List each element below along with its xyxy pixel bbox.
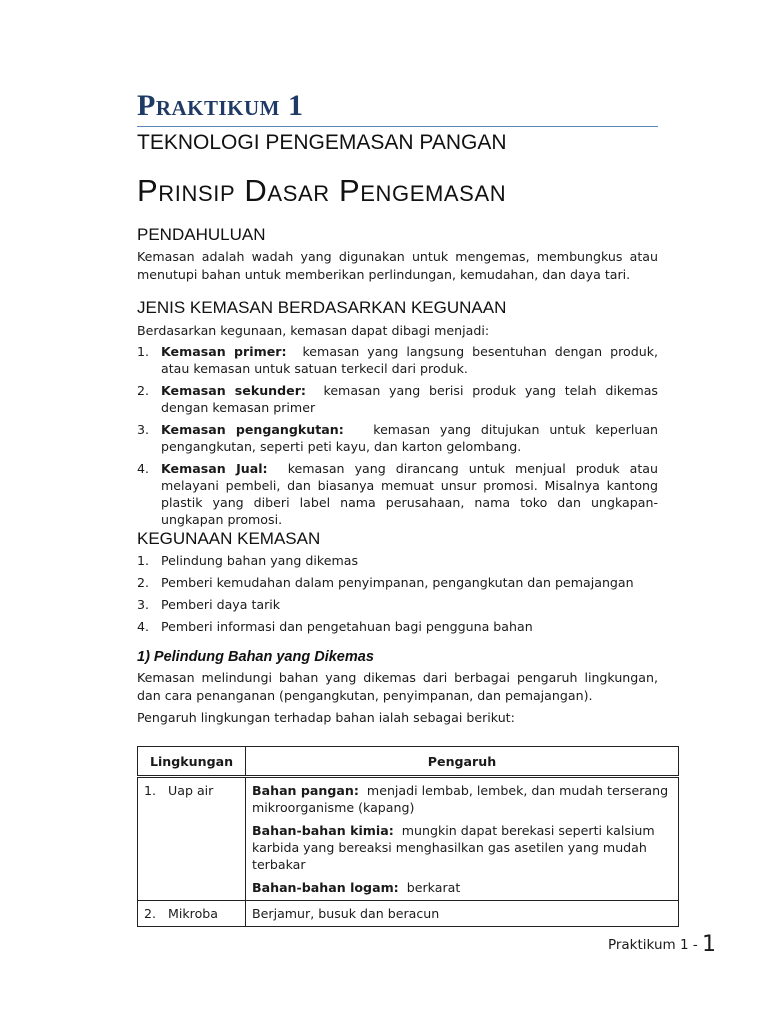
list-text: Pemberi informasi dan pengetahuan bagi pengguna bahan (161, 619, 533, 634)
page-number: 1 (702, 932, 716, 957)
list-number: 2. (137, 383, 150, 398)
list-text: Pemberi kemudahan dalam penyimpanan, pengangkutan dan pemajangan (161, 575, 634, 590)
list-item (137, 552, 658, 569)
list-item (137, 382, 658, 416)
list-term: Kemasan pengangkutan: (161, 422, 344, 437)
cell-lingkungan (138, 901, 246, 927)
pengaruh-text: menjadi lembab, lembek, dan mudah terserang mikroorganisme (kapang) (252, 783, 669, 815)
list-number: 3. (137, 422, 150, 437)
jenis-list (137, 343, 658, 533)
pengaruh-text: berkarat (406, 880, 461, 895)
list-item (137, 574, 658, 591)
list-number: 1. (137, 553, 150, 568)
list-item (137, 618, 658, 635)
list-number: 4. (137, 619, 150, 634)
list-item (137, 421, 658, 455)
list-text: kemasan yang langsung besentuhan dengan produk, atau kemasan untuk satuan terkecil dari produk. (161, 344, 658, 376)
table-row (138, 901, 679, 927)
pendahuluan-heading: PENDAHULUAN (137, 225, 266, 244)
kegunaan-heading: KEGUNAAN KEMASAN (137, 529, 321, 548)
jenis-intro: Berdasarkan kegunaan, kemasan dapat dibagi menjadi: (137, 323, 490, 338)
pengaruh-item (252, 879, 672, 896)
pengaruh-term: Bahan pangan: (252, 783, 359, 798)
pendahuluan-paragraph: Kemasan adalah wadah yang digunakan untuk mengemas, membungkus atau menutupi bahan untuk memberikan perlindungan, kemudahan, dan daya tari. (137, 249, 658, 282)
column-header-lingkungan: Lingkungan (138, 747, 246, 777)
pengaruh-term: Bahan-bahan logam: (252, 880, 399, 895)
course-subtitle: TEKNOLOGI PENGEMASAN PANGAN (137, 131, 507, 154)
pelindung-heading: 1) Pelindung Bahan yang Dikemas (137, 649, 374, 665)
pelindung-paragraph-2: Pengaruh lingkungan terhadap bahan ialah sebagai berikut: (137, 710, 515, 725)
pengaruh-text: mungkin dapat berekasi seperti kalsium karbida yang bereaksi menghasilkan gas asetilen yang mudah terbakar (252, 823, 655, 872)
column-header-pengaruh: Pengaruh (246, 747, 679, 777)
list-text: kemasan yang dirancang untuk menjual produk atau melayani pembeli, dan biasanya memuat unsur promosi. Misalnya kantong plastik yang diberi label nama perusahaan, nama toko dan ungkapan-ungkapan promosi. (161, 461, 658, 527)
pengaruh-item (252, 822, 672, 873)
page-footer (608, 932, 716, 958)
list-item (137, 596, 658, 613)
pelindung-paragraph: Kemasan melindungi bahan yang dikemas dari berbagai pengaruh lingkungan, dan cara penanganan (pengangkutan, penyimpanan, dan pemajangan). (137, 670, 658, 703)
cell-lingkungan (138, 777, 246, 901)
cell-pengaruh (246, 901, 679, 927)
lingkungan-text: 2. Mikroba (144, 906, 219, 921)
list-term: Kemasan Jual: (161, 461, 268, 476)
lingkungan-text: 1. Uap air (144, 783, 214, 798)
list-item (137, 343, 658, 377)
pengaruh-item (252, 782, 672, 816)
cell-pengaruh (246, 777, 679, 901)
list-number: 4. (137, 461, 150, 476)
list-term: Kemasan primer: (161, 344, 287, 359)
list-number: 2. (137, 575, 150, 590)
list-item (137, 460, 658, 528)
list-number: 1. (137, 344, 150, 359)
praktikum-title: Praktikum 1 (137, 88, 658, 127)
pengaruh-term: Bahan-bahan kimia: (252, 823, 394, 838)
list-number: 3. (137, 597, 150, 612)
table-header-row (138, 747, 679, 777)
list-text: Pelindung bahan yang dikemas (161, 553, 359, 568)
list-text: kemasan yang berisi produk yang telah dikemas dengan kemasan primer (161, 383, 658, 415)
pengaruh-text: Berjamur, busuk dan beracun (252, 906, 440, 921)
list-text: kemasan yang ditujukan untuk keperluan pengangkutan, seperti peti kayu, dan karton gelombang. (161, 422, 659, 454)
list-term: Kemasan sekunder: (161, 383, 306, 398)
kegunaan-list (137, 552, 658, 640)
pengaruh-table (137, 746, 679, 927)
table-row (138, 777, 679, 901)
main-title: Prinsip Dasar Pengemasan (137, 173, 507, 208)
footer-label: Praktikum 1 - (607, 937, 702, 953)
list-text: Pemberi daya tarik (161, 597, 281, 612)
jenis-heading: JENIS KEMASAN BERDASARKAN KEGUNAAN (137, 298, 507, 317)
